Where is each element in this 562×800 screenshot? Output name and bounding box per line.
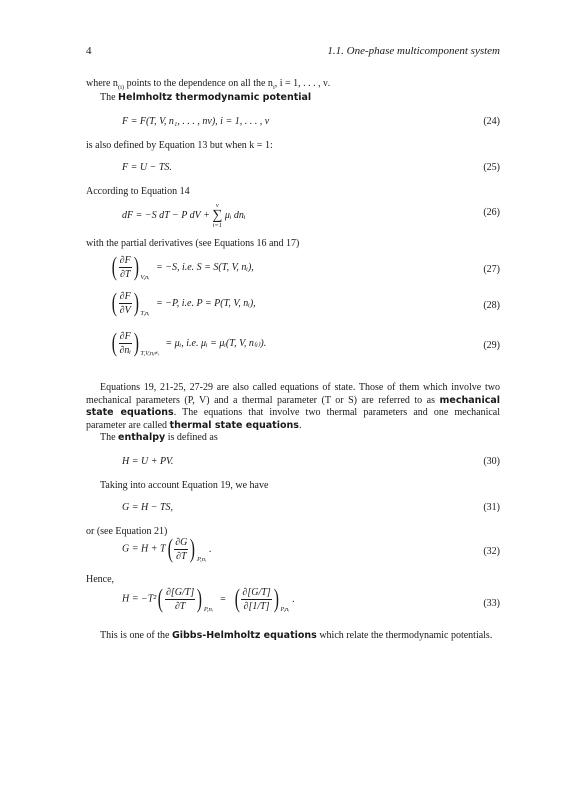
also-defined-sentence: is also defined by Equation 13 but when k = 1: — [86, 140, 273, 151]
equation-25: F = U − TS. — [122, 162, 172, 173]
helmholtz-intro: The Helmholtz thermodynamic potential — [100, 92, 312, 103]
equation-33-number: (33) — [483, 598, 500, 609]
equation-31: G = H − TS, — [122, 502, 174, 513]
equation-24: F = F(T, V, n₁, . . . , nν), i = 1, . . . , ν — [122, 116, 270, 127]
where-sentence: where $n_{(i)}$ points to the dependence on all the $n_i$, i = 1, . . . , ν. — [86, 78, 331, 91]
equation-25-number: (25) — [483, 162, 500, 173]
equation-32-number: (32) — [483, 546, 500, 557]
equation-33: H = −T²( $\frac{\partial[G/T]}{\partial T}$ ) $_{P,nᵢ}$ = ( $\frac{\partial[G/T]}{\partial[1/T]}$ ) $_{P,nᵢ}$. — [122, 584, 295, 614]
equation-31-number: (31) — [483, 502, 500, 513]
equation-28-number: (28) — [483, 300, 500, 311]
gibbs-helmholtz-term: Gibbs-Helmholtz equations — [171, 630, 317, 641]
or-see-sentence: or (see Equation 21) — [86, 526, 168, 537]
equation-28: ( $\frac{\partial F}{\partial V}$ ) $_{T,nᵢ}$ = −P, i.e. P = P(T, V, nᵢ), — [111, 288, 256, 318]
equation-29: ( $\frac{\partial F}{\text{∂nᵢ}}$ ) $_{T,V,nⱼ\ne ᵢ}$ = μᵢ, i.e. μᵢ = μᵢ(T, V, n₍ᵢ₎). — [111, 328, 267, 358]
mechanical-state-term: mechanical state equations — [86, 394, 500, 418]
hence-sentence: Hence, — [86, 574, 115, 585]
taking-into-account-sentence: Taking into account Equation 19, we have — [100, 480, 269, 491]
equation-26: dF = −S dT − P dV + ν ∑ i=1 μᵢ dnᵢ — [122, 202, 246, 229]
equation-24-number: (24) — [483, 116, 500, 127]
equation-26-number: (26) — [483, 207, 500, 218]
equation-27: ( $\frac{\partial F}{\partial T}$ ) $_{V,nᵢ}$ = −S, i.e. S = S(T, V, nᵢ), — [111, 252, 254, 282]
helmholtz-term: Helmholtz thermodynamic potential — [118, 92, 312, 103]
equation-32: G = H + T( $\frac{\partial G}{\partial T}$ ) $_{P,nᵢ}$. — [122, 534, 212, 564]
enthalpy-intro: The enthalpy is defined as — [100, 432, 218, 443]
gibbs-helmholtz-paragraph: This is one of the Gibbs-Helmholtz equations which relate the thermodynamic potentials. — [100, 630, 493, 641]
equation-29-number: (29) — [483, 340, 500, 351]
thermal-state-term: thermal state equations — [169, 419, 299, 431]
equation-27-number: (27) — [483, 264, 500, 275]
summation-symbol: ν ∑ i=1 — [212, 202, 223, 229]
running-head: 1.1. One-phase multicomponent system — [327, 45, 500, 57]
equations-of-state-paragraph: Equations 19, 21-25, 27-29 are also called equations of state. Those of them which involve two mechanical parameters (P, V) and a thermal parameter (T or S) are referred to as mechanical state equations. The equations that involve two thermal parameters and one mechanical parameter are called thermal state equations. — [86, 382, 501, 431]
according-sentence: According to Equation 14 — [86, 186, 190, 197]
enthalpy-term: enthalpy — [118, 432, 166, 443]
equation-30: H = U + PV. — [122, 456, 174, 467]
page-number: 4 — [86, 45, 92, 57]
partial-derivatives-sentence: with the partial derivatives (see Equations 16 and 17) — [86, 238, 300, 249]
equation-30-number: (30) — [483, 456, 500, 467]
